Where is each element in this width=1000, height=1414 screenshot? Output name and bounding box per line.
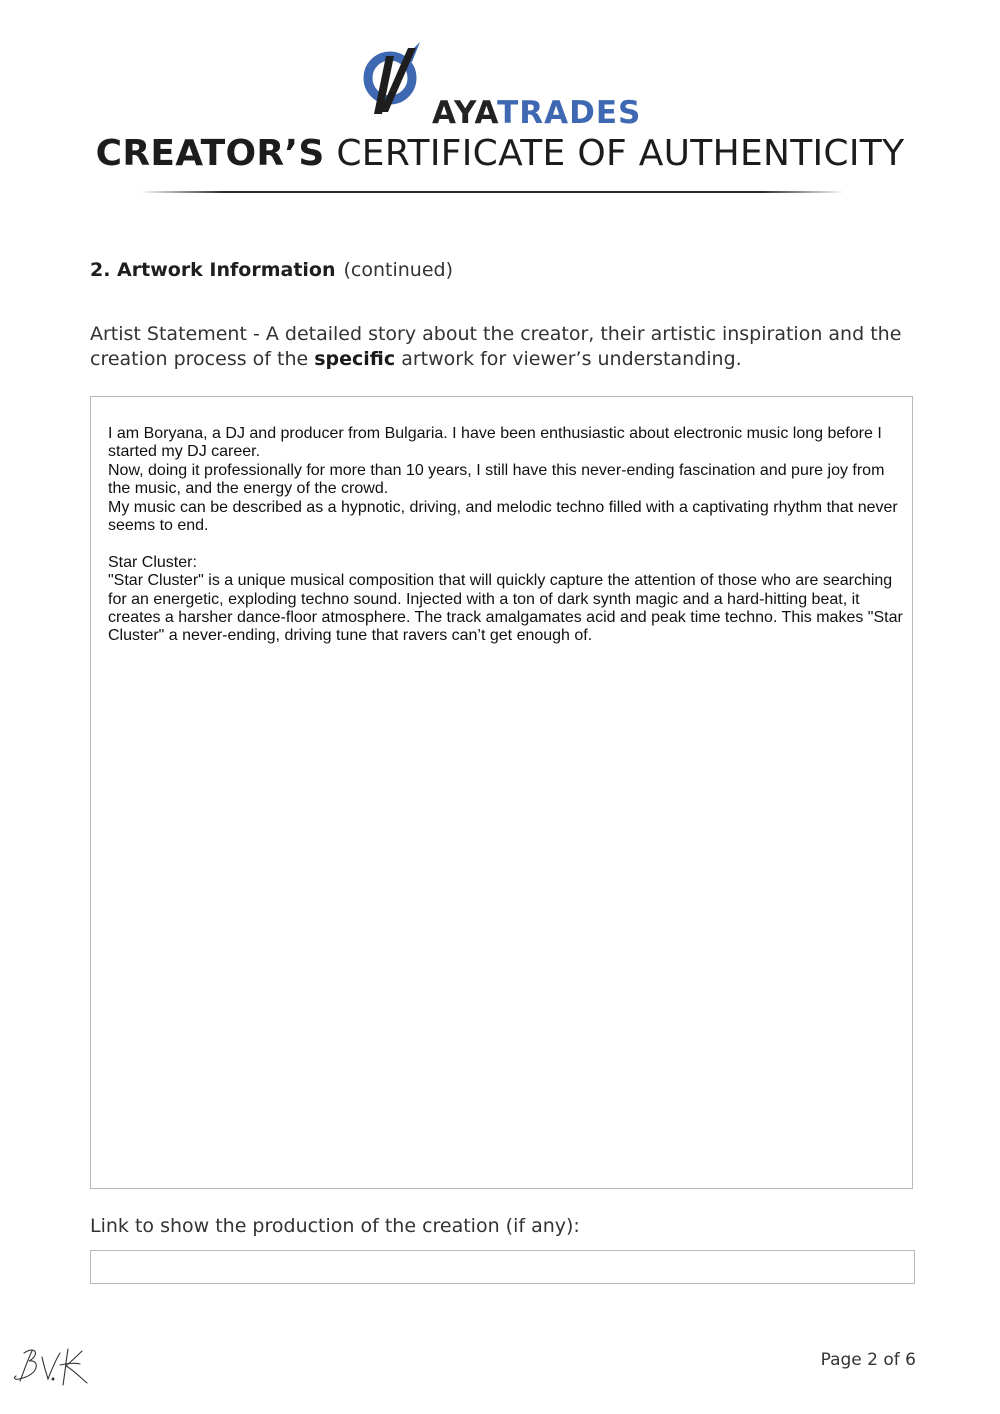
page-number: Page 2 of 6 bbox=[820, 1350, 916, 1370]
artist-statement-prompt bbox=[90, 322, 910, 372]
statement-line-2: Now, doing it professionally for more than 10 years, I still have this never-ending fascination and pure joy from the music, and the energy of the crowd. bbox=[108, 461, 885, 498]
prompt-text-1: Artist Statement - A detailed story about the creator, their artistic inspiration and the creation process of the bbox=[90, 323, 902, 370]
production-link-label: Link to show the production of the creation (if any): bbox=[90, 1215, 580, 1237]
artist-statement-text bbox=[108, 425, 903, 646]
logo-mark-icon bbox=[362, 40, 426, 116]
artist-statement-field[interactable] bbox=[90, 396, 913, 1189]
brand-name-part2: TRADES bbox=[497, 95, 642, 131]
signature-icon bbox=[10, 1345, 90, 1387]
track-description: "Star Cluster" is a unique musical composition that will quickly capture the attention of those who are searching for an energetic, exploding techno sound. Injected with a ton of dark synth magic and a hard-hitting beat, it creates a harsher dance-floor atmosphere. The track amalgamates acid and peak time techno. This makes "Star Cluster" a never-ending, driving tune that ravers can’t get enough of. bbox=[108, 572, 903, 645]
production-link-field[interactable] bbox=[90, 1250, 915, 1284]
certificate-title bbox=[0, 133, 1000, 174]
brand-wordmark bbox=[432, 95, 642, 131]
track-heading: Star Cluster: bbox=[108, 553, 197, 571]
title-divider bbox=[140, 191, 845, 193]
section-heading-label: 2. Artwork Information bbox=[90, 259, 336, 281]
statement-line-1: I am Boryana, a DJ and producer from Bulgaria. I have been enthusiastic about electronic music long before I started my DJ career. bbox=[108, 425, 882, 461]
statement-spacer bbox=[108, 535, 903, 553]
brand-name-part1: AYA bbox=[432, 95, 498, 131]
certificate-title-light: CERTIFICATE OF AUTHENTICITY bbox=[336, 133, 905, 174]
certificate-title-strong: CREATOR’S bbox=[95, 133, 325, 174]
prompt-emphasis: specific bbox=[314, 348, 396, 370]
section-continued-label: (continued) bbox=[343, 259, 454, 281]
prompt-text-2: artwork for viewer’s understanding. bbox=[395, 348, 742, 370]
statement-line-3: My music can be described as a hypnotic, driving, and melodic techno filled with a captivating rhythm that never seems to end. bbox=[108, 498, 898, 535]
section-heading bbox=[90, 259, 453, 281]
brand-logo bbox=[362, 40, 652, 131]
